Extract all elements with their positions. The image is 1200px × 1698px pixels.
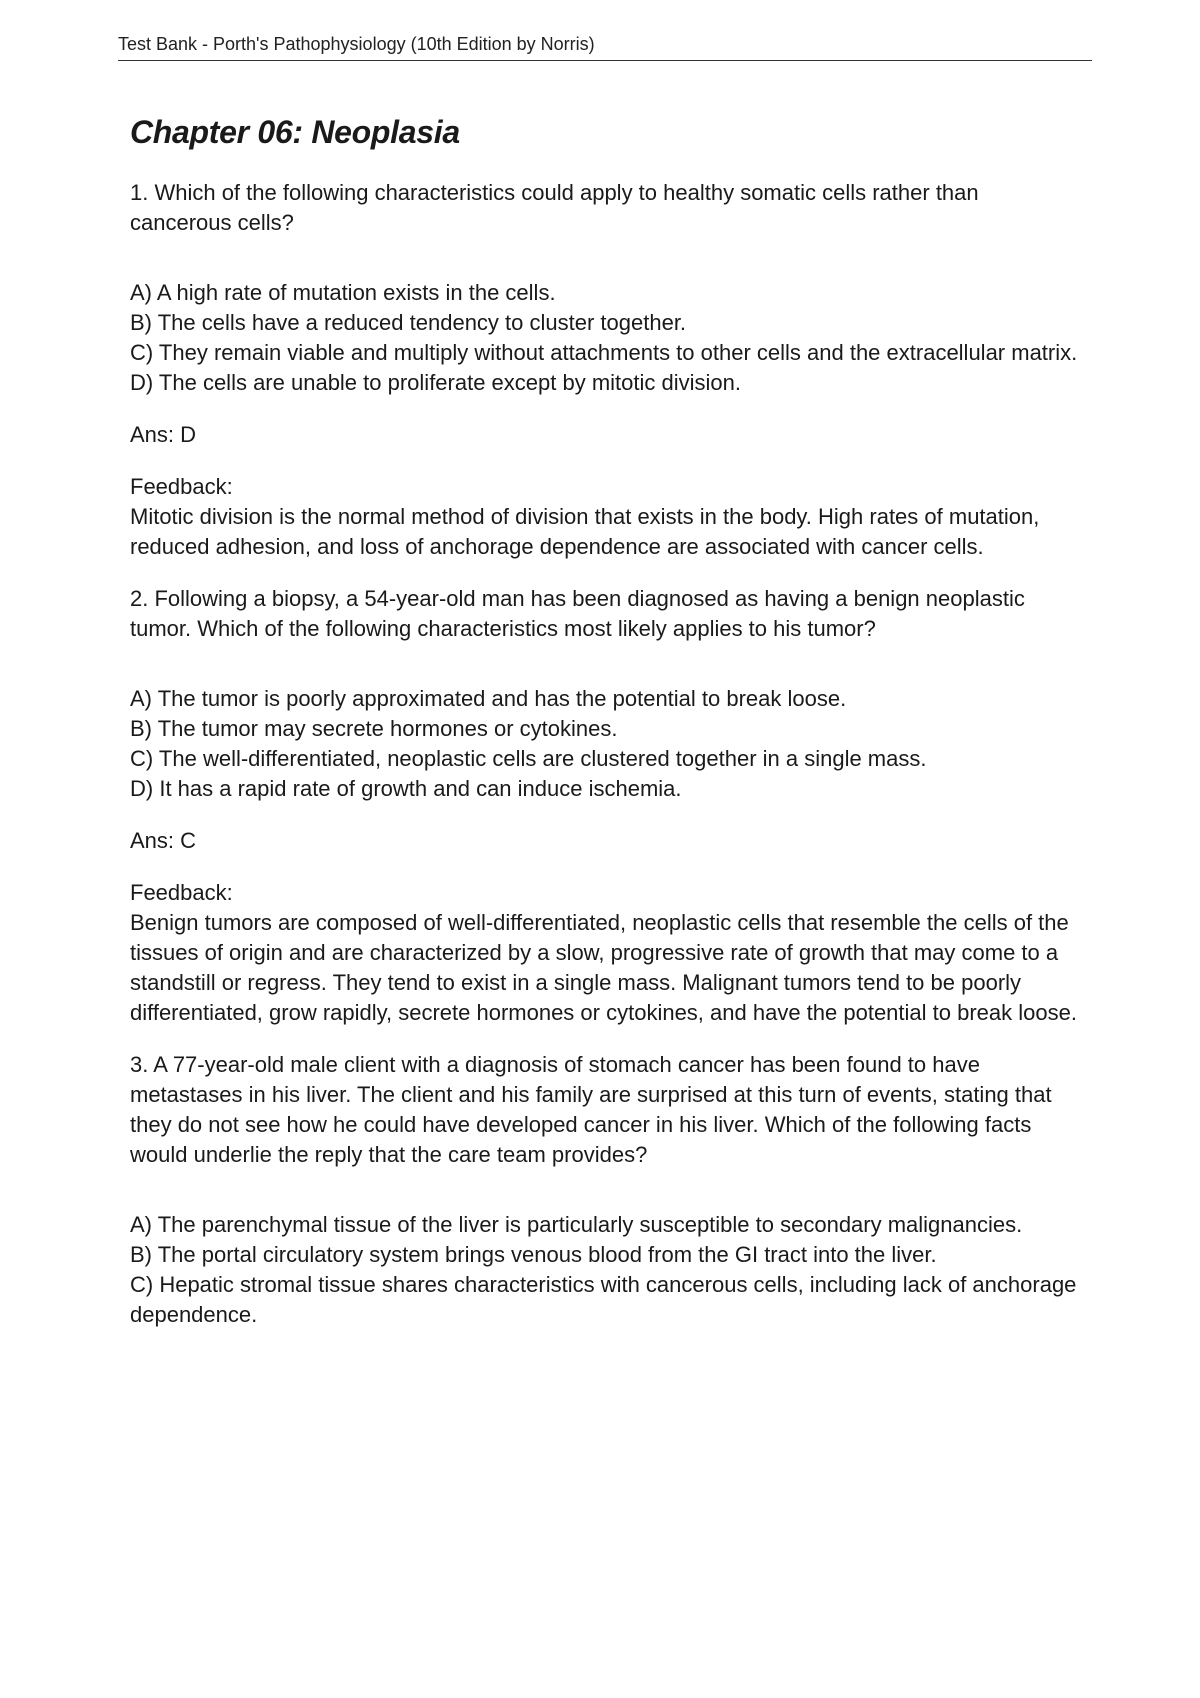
option-c: C) Hepatic stromal tissue shares characteristics with cancerous cells, including lack of anchorage dependence. — [130, 1272, 1077, 1327]
feedback-text: Benign tumors are composed of well-differentiated, neoplastic cells that resemble the cells of the tissues of origin and are characterized by a slow, progressive rate of growth that may come to a standstill or regress. They tend to exist in a single mass. Malignant tumors tend to be poorly differentiated, grow rapidly, secrete hormones or cytokines, and have the potential to break loose. — [130, 910, 1077, 1025]
option-a: A) The tumor is poorly approximated and has the potential to break loose. — [130, 686, 847, 711]
feedback-text: Mitotic division is the normal method of division that exists in the body. High rates of mutation, reduced adhesion, and loss of anchorage dependence are associated with cancer cells. — [130, 504, 1040, 559]
question-stem: 3. A 77-year-old male client with a diagnosis of stomach cancer has been found to have metastases in his liver. The client and his family are surprised at this turn of events, stating that they do not see how he could have developed cancer in his liver. Which of the following facts would underlie the reply that the care team provides? — [130, 1052, 1052, 1167]
answer-line: Ans: D — [130, 422, 197, 447]
option-c: C) They remain viable and multiply without attachments to other cells and the extracellular matrix. — [130, 340, 1078, 365]
question-stem: 1. Which of the following characteristics could apply to healthy somatic cells rather than cancerous cells? — [130, 180, 979, 235]
question-2 — [130, 584, 1080, 1028]
option-b: B) The tumor may secrete hormones or cytokines. — [130, 716, 618, 741]
question-1 — [130, 178, 1080, 562]
running-header: Test Bank - Porth's Pathophysiology (10th Edition by Norris) — [118, 34, 1092, 61]
option-a: A) The parenchymal tissue of the liver is particularly susceptible to secondary malignancies. — [130, 1212, 1023, 1237]
option-b: B) The cells have a reduced tendency to cluster together. — [130, 310, 687, 335]
option-a: A) A high rate of mutation exists in the cells. — [130, 280, 556, 305]
answer-line: Ans: C — [130, 828, 197, 853]
option-d: D) It has a rapid rate of growth and can induce ischemia. — [130, 776, 682, 801]
option-list — [130, 278, 1080, 398]
chapter-title: Chapter 06: Neoplasia — [130, 114, 460, 150]
option-b: B) The portal circulatory system brings venous blood from the GI tract into the liver. — [130, 1242, 937, 1267]
page-content — [130, 112, 1080, 1352]
question-stem: 2. Following a biopsy, a 54-year-old man has been diagnosed as having a benign neoplastic tumor. Which of the following characteristics most likely applies to his tumor? — [130, 586, 1025, 641]
option-list — [130, 684, 1080, 804]
feedback-label: Feedback: — [130, 880, 233, 905]
feedback-label: Feedback: — [130, 474, 233, 499]
question-3 — [130, 1050, 1080, 1330]
option-d: D) The cells are unable to proliferate except by mitotic division. — [130, 370, 741, 395]
option-c: C) The well-differentiated, neoplastic cells are clustered together in a single mass. — [130, 746, 927, 771]
option-list — [130, 1210, 1080, 1330]
